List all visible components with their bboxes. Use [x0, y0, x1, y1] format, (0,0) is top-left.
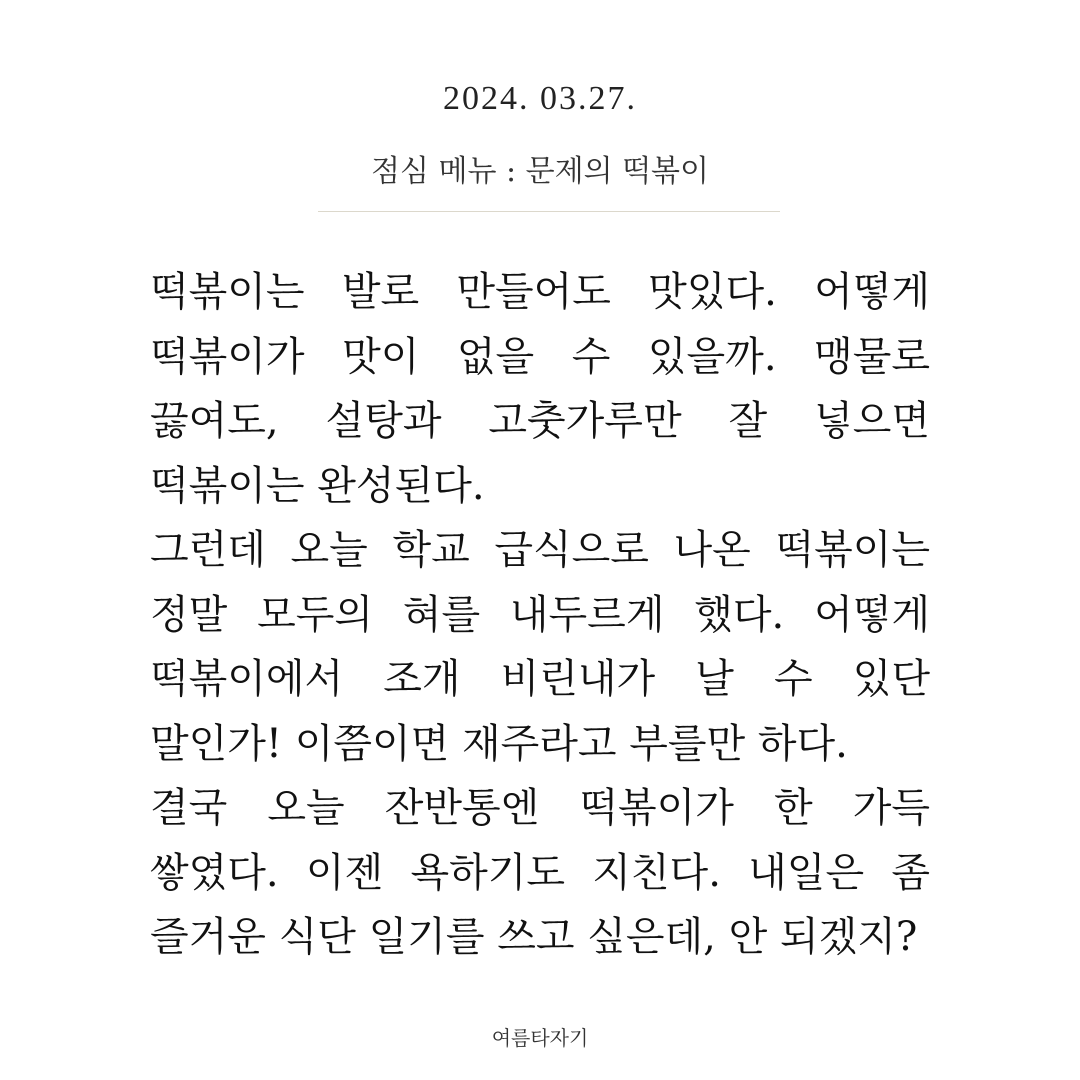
paragraph-2: 그런데 오늘 학교 급식으로 나온 떡볶이는 정말 모두의 혀를 내두르게 했다. 어떻게 떡볶이에서 조개 비린내가 날 수 있단 말인가! 이쯤이면 재주라고 부를만 하다. [150, 527, 930, 767]
author-signature: 여름타자기 [491, 1026, 589, 1050]
diary-date: 2024. 03.27. [443, 80, 637, 117]
paragraph-1: 떡볶이는 발로 만들어도 맛있다. 어떻게 떡볶이가 맛이 없을 수 있을까. 맹물로 끓여도, 설탕과 고춧가루만 잘 넣으면 떡볶이는 완성된다. [150, 269, 930, 509]
diary-body [150, 260, 930, 970]
paragraph-3: 결국 오늘 잔반통엔 떡볶이가 한 가득 쌓였다. 이젠 욕하기도 지친다. 내일은 좀 즐거운 식단 일기를 쓰고 싶은데, 안 되겠지? [150, 785, 930, 960]
header-divider [318, 211, 780, 212]
lunch-menu-title: 점심 메뉴 : 문제의 떡볶이 [370, 154, 710, 189]
